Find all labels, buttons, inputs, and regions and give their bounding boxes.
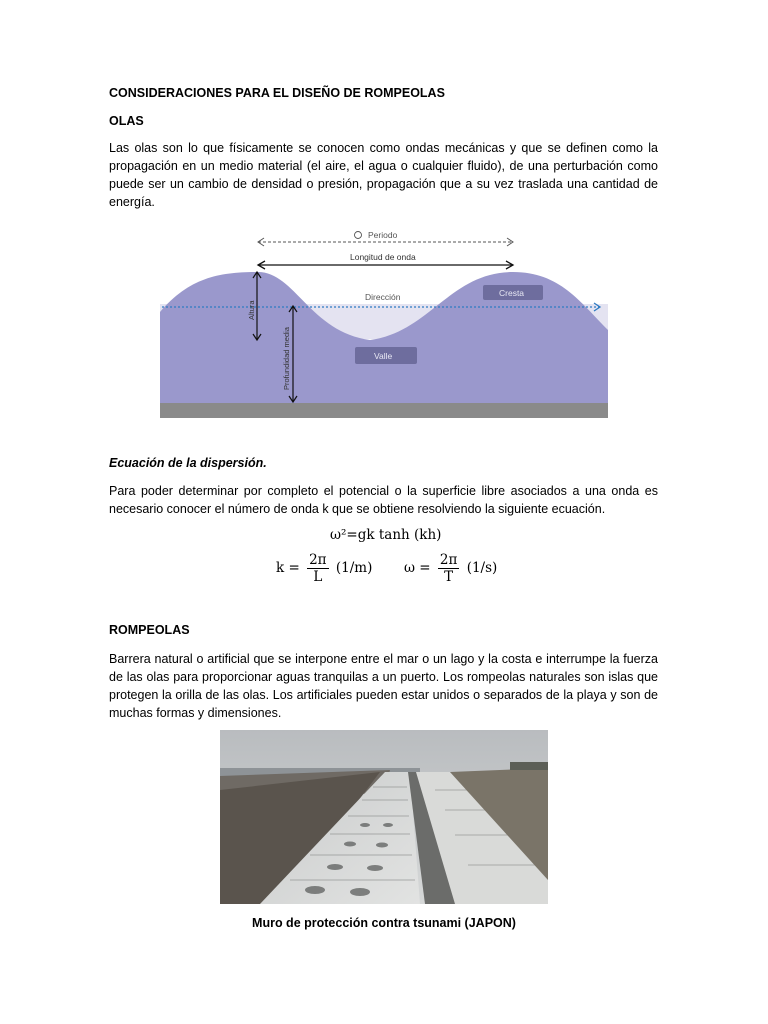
label-direccion: Dirección: [365, 292, 401, 302]
wave-diagram: [160, 222, 608, 418]
section-heading-olas: OLAS: [109, 114, 144, 128]
equation-k: [276, 552, 372, 585]
eq-w-fraction: [438, 552, 459, 585]
eq-k-fraction: [307, 552, 328, 585]
eq-k-denominator: L: [313, 569, 323, 585]
eq-k-numerator: 2π: [309, 552, 327, 568]
section-heading-dispersion: Ecuación de la dispersión.: [109, 456, 267, 470]
section-heading-rompeolas: ROMPEOLAS: [109, 623, 190, 637]
equation-omega: [404, 552, 497, 585]
rompeolas-paragraph: Barrera natural o artificial que se interpone entre el mar o un lago y la costa e interrumpe la fuerza de las olas para proporcionar aguas tranquilas a un puerto. Los rompeolas naturales son islas que protegen la orilla de las olas. Los artificiales pueden estar unidos o separados de la playa y son de muchas formas y dimensiones.: [109, 652, 658, 720]
eq-w-unit: (1/s): [466, 560, 498, 576]
photo-caption: Muro de protección contra tsunami (JAPON): [252, 916, 516, 930]
label-altura: Altura: [247, 300, 256, 320]
dispersion-paragraph: Para poder determinar por completo el potencial o la superficie libre asociados a una onda es necesario conocer el número de onda k que se obtiene resolviendo la siguiente ecuación.: [109, 484, 658, 516]
equation-dispersion: ω²=gk tanh (kh): [330, 527, 442, 543]
seabed: [160, 403, 608, 418]
document-title: CONSIDERACIONES PARA EL DISEÑO DE ROMPEOLAS: [109, 86, 445, 100]
label-profundidad: Profundidad media: [282, 327, 291, 390]
label-valle: Valle: [374, 351, 393, 361]
seawall-photo: [220, 730, 548, 904]
label-cresta: Cresta: [499, 288, 525, 298]
eq-k-unit: (1/m): [335, 560, 373, 576]
eq-w-numerator: 2π: [439, 552, 458, 568]
eq-k-lhs: k =: [276, 560, 300, 576]
label-longitud: Longitud de onda: [350, 252, 416, 262]
eq-w-denominator: T: [444, 569, 454, 585]
label-periodo: Periodo: [368, 230, 398, 240]
eq-w-lhs: ω =: [404, 560, 431, 576]
olas-paragraph: Las olas son lo que físicamente se conocen como ondas mecánicas y que se definen como la propagación en un medio material (el aire, el agua o cualquier fluido), de una perturbación como puede ser un cambio de densidad o presión, propagación que a su vez traslada una cantidad de energía.: [109, 141, 658, 209]
